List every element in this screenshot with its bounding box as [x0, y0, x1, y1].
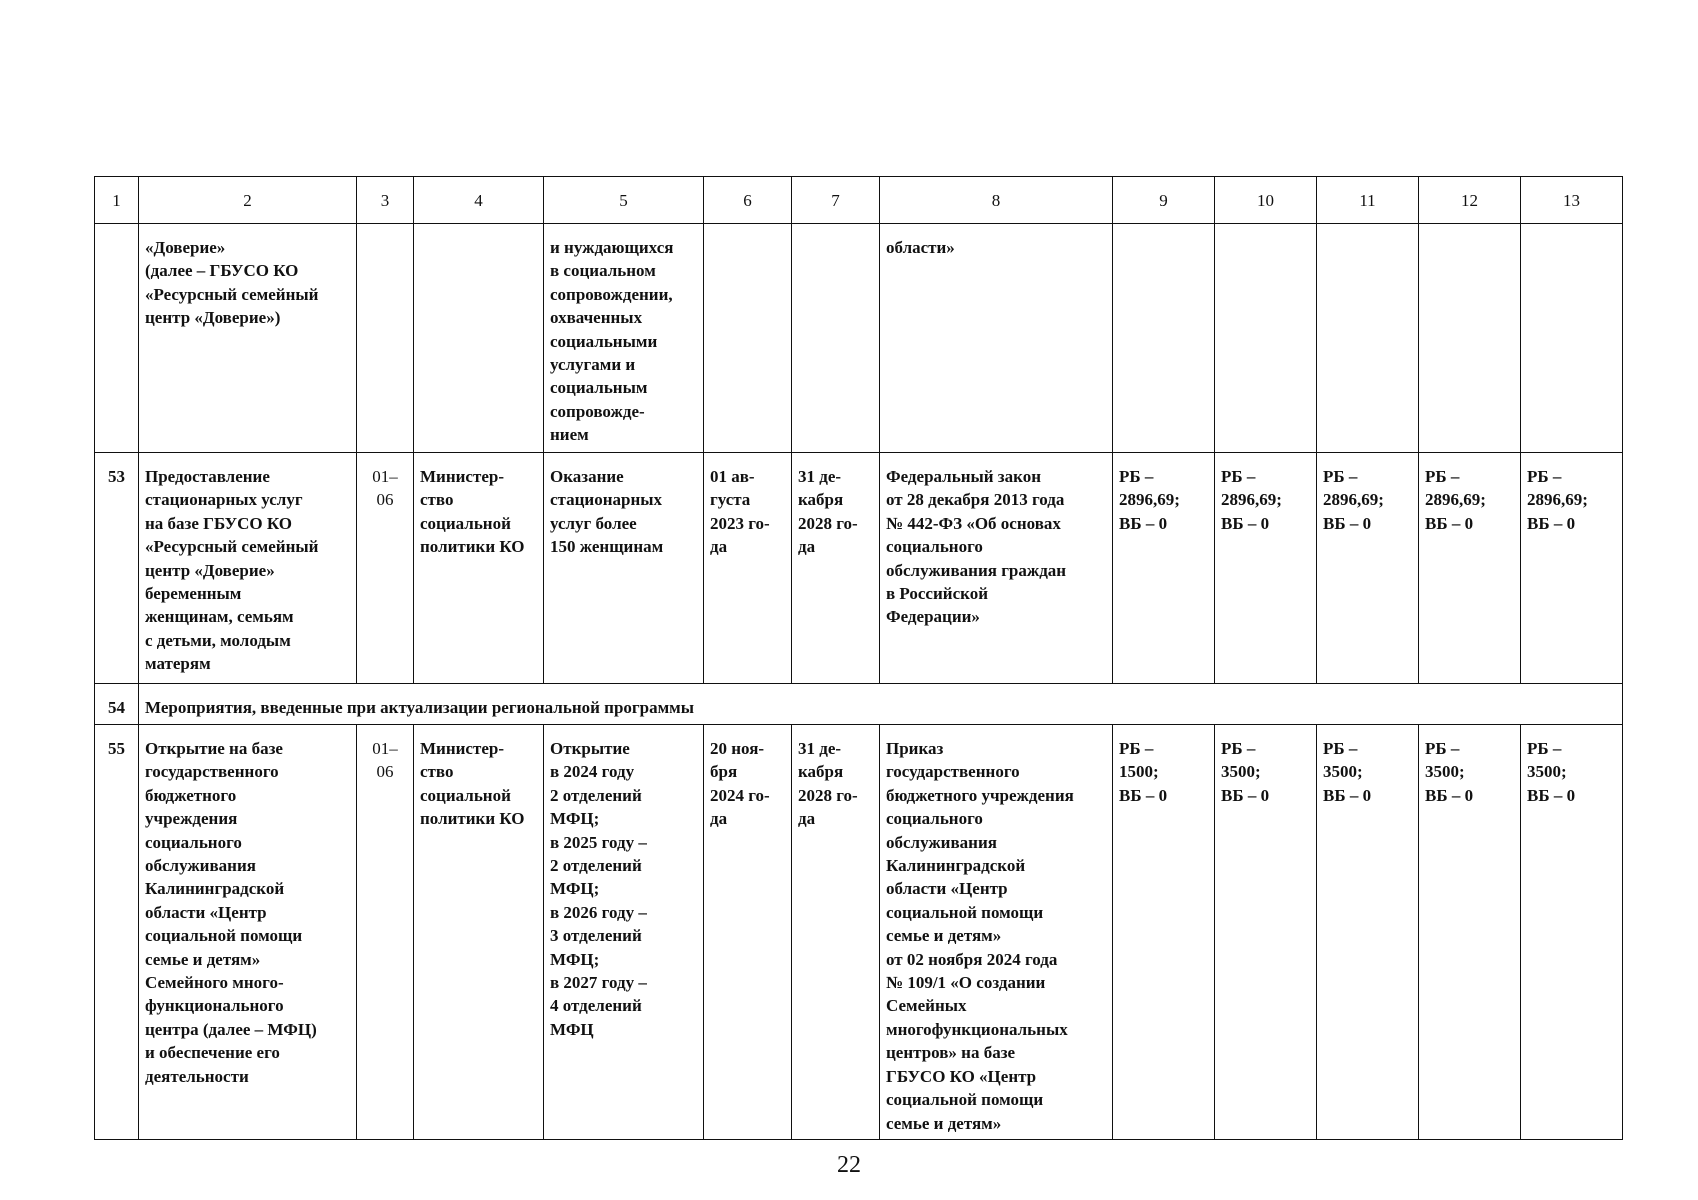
- measure-name: Открытие на базе государственного бюджетного учреждения социального обслуживания Калининградской области «Центр социальной помощи семье и детям» Семейного много- функционального центра (далее – МФЦ) и обеспечение его деятельности: [139, 725, 357, 1140]
- start-date: [704, 224, 792, 453]
- header-cell: 13: [1521, 177, 1623, 224]
- funding-cell: РБ – 3500; ВБ – 0: [1419, 725, 1521, 1140]
- row-number: 55: [95, 725, 139, 1140]
- executor: [414, 224, 544, 453]
- task-code: 01– 06: [357, 453, 414, 684]
- funding-cell: [1419, 224, 1521, 453]
- legal-basis: Приказ государственного бюджетного учреждения социального обслуживания Калининградской области «Центр социальной помощи семье и детям» от 02 ноября 2024 года № 109/1 «О создании Семейных многофункциональных центров» на базе ГБУСО КО «Центр социальной помощи семье и детям»: [880, 725, 1113, 1140]
- header-cell: 12: [1419, 177, 1521, 224]
- row-number: 54: [95, 684, 139, 725]
- legal-basis: области»: [880, 224, 1113, 453]
- section-title: Мероприятия, введенные при актуализации региональной программы: [139, 684, 1623, 725]
- table-row: [95, 725, 1623, 1140]
- header-cell: 5: [544, 177, 704, 224]
- task-code: [357, 224, 414, 453]
- funding-cell: [1215, 224, 1317, 453]
- start-date: 20 ноя- бря 2024 го- да: [704, 725, 792, 1140]
- executor: Министер- ство социальной политики КО: [414, 453, 544, 684]
- funding-cell: РБ – 2896,69; ВБ – 0: [1215, 453, 1317, 684]
- task-code: 01– 06: [357, 725, 414, 1140]
- funding-cell: [1113, 224, 1215, 453]
- measure-name: Предоставление стационарных услуг на базе ГБУСО КО «Ресурсный семейный центр «Доверие» беременным женщинам, семьям с детьми, молодым матерям: [139, 453, 357, 684]
- page-number: 22: [837, 1152, 861, 1178]
- funding-cell: РБ – 1500; ВБ – 0: [1113, 725, 1215, 1140]
- funding-cell: РБ – 3500; ВБ – 0: [1521, 725, 1623, 1140]
- end-date: [792, 224, 880, 453]
- section-row: [95, 684, 1623, 725]
- header-cell: 8: [880, 177, 1113, 224]
- header-cell: 2: [139, 177, 357, 224]
- funding-cell: РБ – 2896,69; ВБ – 0: [1419, 453, 1521, 684]
- expected-result: и нуждающихся в социальном сопровождении, охваченных социальными услугами и социальным сопровожде- нием: [544, 224, 704, 453]
- start-date: 01 ав- густа 2023 го- да: [704, 453, 792, 684]
- header-cell: 9: [1113, 177, 1215, 224]
- expected-result: Открытие в 2024 году 2 отделений МФЦ; в 2025 году – 2 отделений МФЦ; в 2026 году – 3 отделений МФЦ; в 2027 году – 4 отделений МФЦ: [544, 725, 704, 1140]
- funding-cell: [1317, 224, 1419, 453]
- row-number: 53: [95, 453, 139, 684]
- end-date: 31 де- кабря 2028 го- да: [792, 725, 880, 1140]
- funding-cell: РБ – 3500; ВБ – 0: [1215, 725, 1317, 1140]
- header-cell: 11: [1317, 177, 1419, 224]
- header-cell: 10: [1215, 177, 1317, 224]
- measure-name: «Доверие» (далее – ГБУСО КО «Ресурсный семейный центр «Доверие»): [139, 224, 357, 453]
- expected-result: Оказание стационарных услуг более 150 женщинам: [544, 453, 704, 684]
- end-date: 31 де- кабря 2028 го- да: [792, 453, 880, 684]
- funding-cell: РБ – 3500; ВБ – 0: [1317, 725, 1419, 1140]
- row-number: [95, 224, 139, 453]
- funding-cell: РБ – 2896,69; ВБ – 0: [1317, 453, 1419, 684]
- header-cell: 7: [792, 177, 880, 224]
- header-cell: 1: [95, 177, 139, 224]
- executor: Министер- ство социальной политики КО: [414, 725, 544, 1140]
- program-table: [94, 176, 1623, 1140]
- table-header-row: [95, 177, 1623, 224]
- table-row: [95, 224, 1623, 453]
- funding-cell: [1521, 224, 1623, 453]
- header-cell: 3: [357, 177, 414, 224]
- funding-cell: РБ – 2896,69; ВБ – 0: [1521, 453, 1623, 684]
- funding-cell: РБ – 2896,69; ВБ – 0: [1113, 453, 1215, 684]
- table-row: [95, 453, 1623, 684]
- header-cell: 4: [414, 177, 544, 224]
- header-cell: 6: [704, 177, 792, 224]
- legal-basis: Федеральный закон от 28 декабря 2013 года № 442-ФЗ «Об основах социального обслуживания граждан в Российской Федерации»: [880, 453, 1113, 684]
